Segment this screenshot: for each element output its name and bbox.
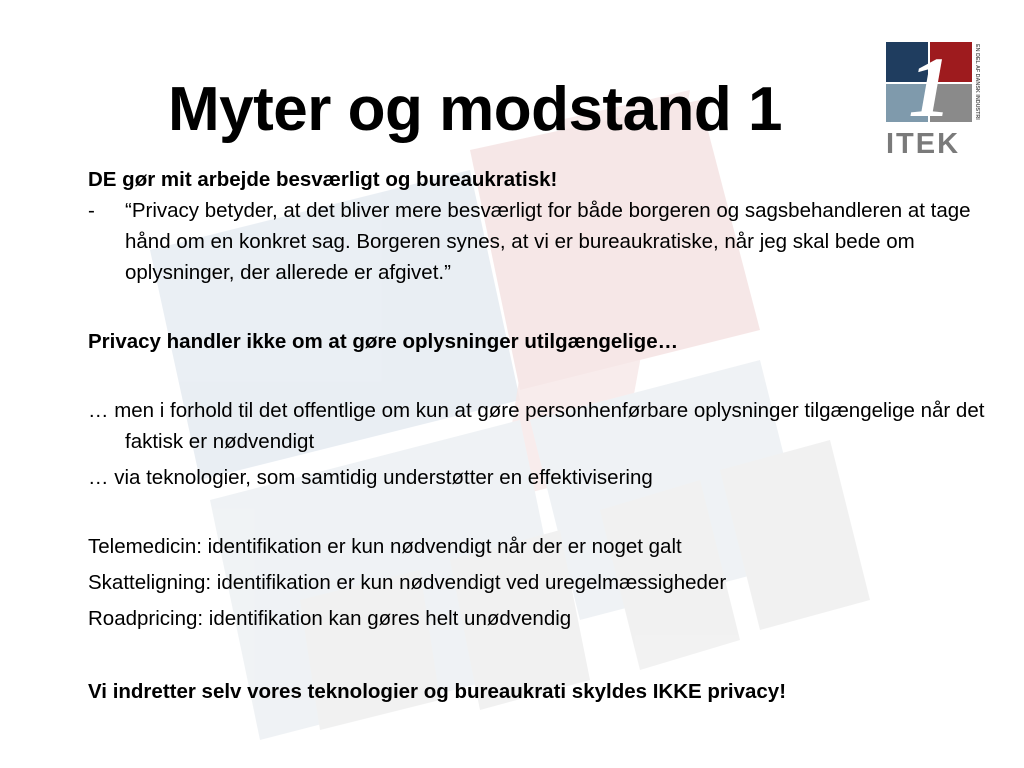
heading-privacy: Privacy handler ikke om at gøre oplysninger utilgængelige… (88, 330, 679, 353)
example-telemedicine: Telemedicin: identifikation er kun nødvendigt når der er noget galt (88, 535, 682, 558)
itek-logo (886, 42, 982, 157)
quote-text: “Privacy betyder, at det bliver mere besværligt for både borgeren og sagsbehandleren at tage hånd om en konkret sag. Borgeren synes, at vi er bureaukratiske, når jeg skal bede om oplysninger, der allerede er afgivet.” (125, 199, 971, 284)
logo-numeral: 1 (908, 42, 952, 135)
dash-bullet: - (88, 199, 95, 222)
heading-bureaucracy: DE gør mit arbejde besværligt og bureaukratisk! (88, 168, 558, 191)
point-necessary: … men i forhold til det offentlige om kun at gøre personhenførbare oplysninger tilgængelige når det faktisk er nødvendigt (88, 399, 985, 453)
point-technology: … via teknologier, som samtidig understøtter en effektivisering (88, 466, 653, 489)
example-roadpricing: Roadpricing: identifikation kan gøres helt unødvendig (88, 607, 572, 630)
logo-wordmark: ITEK (886, 128, 961, 157)
slide-title: Myter og modstand 1 (168, 75, 783, 144)
example-tax: Skatteligning: identifikation er kun nødvendigt ved uregelmæssigheder (88, 571, 727, 594)
slide-body (88, 164, 988, 707)
conclusion: Vi indretter selv vores teknologier og bureaukrati skyldes IKKE privacy! (88, 680, 787, 703)
quote-item (88, 195, 988, 288)
logo-side-text: EN DEL AF DANSK INDUSTRI (974, 44, 980, 120)
